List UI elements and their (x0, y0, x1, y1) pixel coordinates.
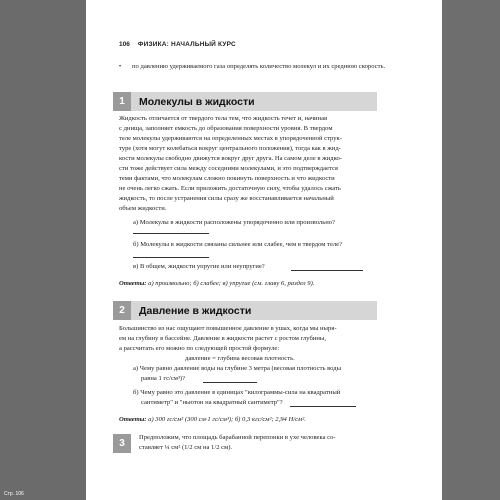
question-2a-line-2: равна 1 гс/см³)? (141, 375, 186, 382)
question-1c: в) В общем, жидкости упругие или неупругие? (133, 263, 265, 270)
section-2-answers (119, 415, 306, 425)
section-2-heading (113, 301, 377, 320)
section-3-line-2: ставляет ¼ см² (1/2 см на 1/2 см). (139, 444, 233, 451)
section-1-paragraph (119, 114, 387, 214)
viewer-left-panel (0, 0, 86, 500)
question-1b: б) Молекулы в жидкости связаны сильнее или слабее, чем в твердом теле? (133, 241, 343, 248)
answers-label: Ответы: (119, 280, 147, 287)
text-line: Жидкость отличается от твердого тела тем, что жидкость течет и, начиная (119, 115, 328, 122)
section-2-number: 2 (113, 301, 131, 320)
answer-blank-2a[interactable] (203, 375, 257, 383)
section-2-title: Давление в жидкости (139, 304, 252, 317)
answer-blank-1b[interactable] (133, 250, 209, 258)
answer-blank-1a[interactable] (133, 226, 209, 234)
question-2b-line-2: сантиметр" и "ньютон на квадратный сантиметр"? (141, 399, 283, 406)
text-line: теми фактами, что молекулам сложно покинуть поверхность и что жидкости (119, 175, 335, 182)
text-line: туре (хотя могут колебаться вокруг центрального положения), тогда как в жид- (119, 145, 341, 152)
viewer-page-label: Стр. 106 (4, 491, 24, 497)
page-number: 106 (119, 41, 130, 48)
page-header (119, 41, 428, 48)
section-1-answers (119, 279, 314, 289)
answers-label: Ответы: (119, 416, 147, 423)
section-3-number: 3 (113, 434, 131, 453)
text-line: жидкость, то после устранения силы сразу же восстанавливается начальный (119, 195, 334, 202)
section-1-title: Молекулы в жидкости (139, 95, 255, 108)
section-3-line-1: Предположим, что площадь барабанной перепонки в ухе человека со- (139, 434, 336, 441)
book-page (86, 0, 442, 500)
section-1-heading (113, 92, 377, 111)
answer-blank-2b[interactable] (290, 399, 356, 407)
viewer-right-panel (442, 0, 500, 500)
text-line: а рассчитать его можно по следующей простой формуле: (119, 345, 280, 352)
question-1a: а) Молекулы в жидкости расположены упорядоченно или произвольно? (133, 219, 335, 226)
text-line: теле молекулы удерживаются на определенных местах в упорядоченной струк- (119, 135, 342, 142)
formula: давление = глубина весовая плотность. (185, 355, 295, 362)
section-1-number: 1 (113, 92, 131, 111)
bullet-icon: • (119, 64, 122, 70)
answers-text: а) произвольно; б) слабее; в) упругие (см. главу 6, раздел 9). (146, 280, 315, 287)
intro-bullet-text: по давлению удерживаемого газа определять количество молекул и их среднюю скорость. (132, 63, 386, 70)
question-2a-line-1: а) Чему равно давление воды на глубине 3 метра (весовая плотность воды (133, 365, 342, 372)
text-line: кости молекулы свободно движутся вокруг друг друга. На самом деле в жидко- (119, 155, 342, 162)
question-2b-line-1: б) Чему равно это давление в единицах "килограммы-сила на квадратный (133, 389, 341, 396)
text-line: с днища, заполняет емкость до образования поверхности уровня. В твердом (119, 125, 333, 132)
text-line: Большинство из нас ощущают повышенное давление в ушах, когда мы ныря- (119, 325, 337, 332)
text-line: ем на глубину в бассейне. Давление в жидкости растет с ростом глубины, (119, 335, 326, 342)
answers-text: а) 300 гс/см² (300 см·1 гс/см³); б) 0,3 кгс/см²; 2,94 Н/см². (146, 416, 306, 423)
text-line: объем жидкости. (119, 205, 167, 212)
section-2-paragraph (119, 324, 387, 354)
running-title: ФИЗИКА: НАЧАЛЬНЫЙ КУРС (137, 41, 236, 48)
text-line: не очень легко сжать. Если приложить достаточную силу, чтобы удалось сжать (119, 185, 341, 192)
answer-blank-1c[interactable] (291, 263, 363, 271)
text-line: сти тоже действует сила между соседними молекулами, и это подтверждается (119, 165, 338, 172)
